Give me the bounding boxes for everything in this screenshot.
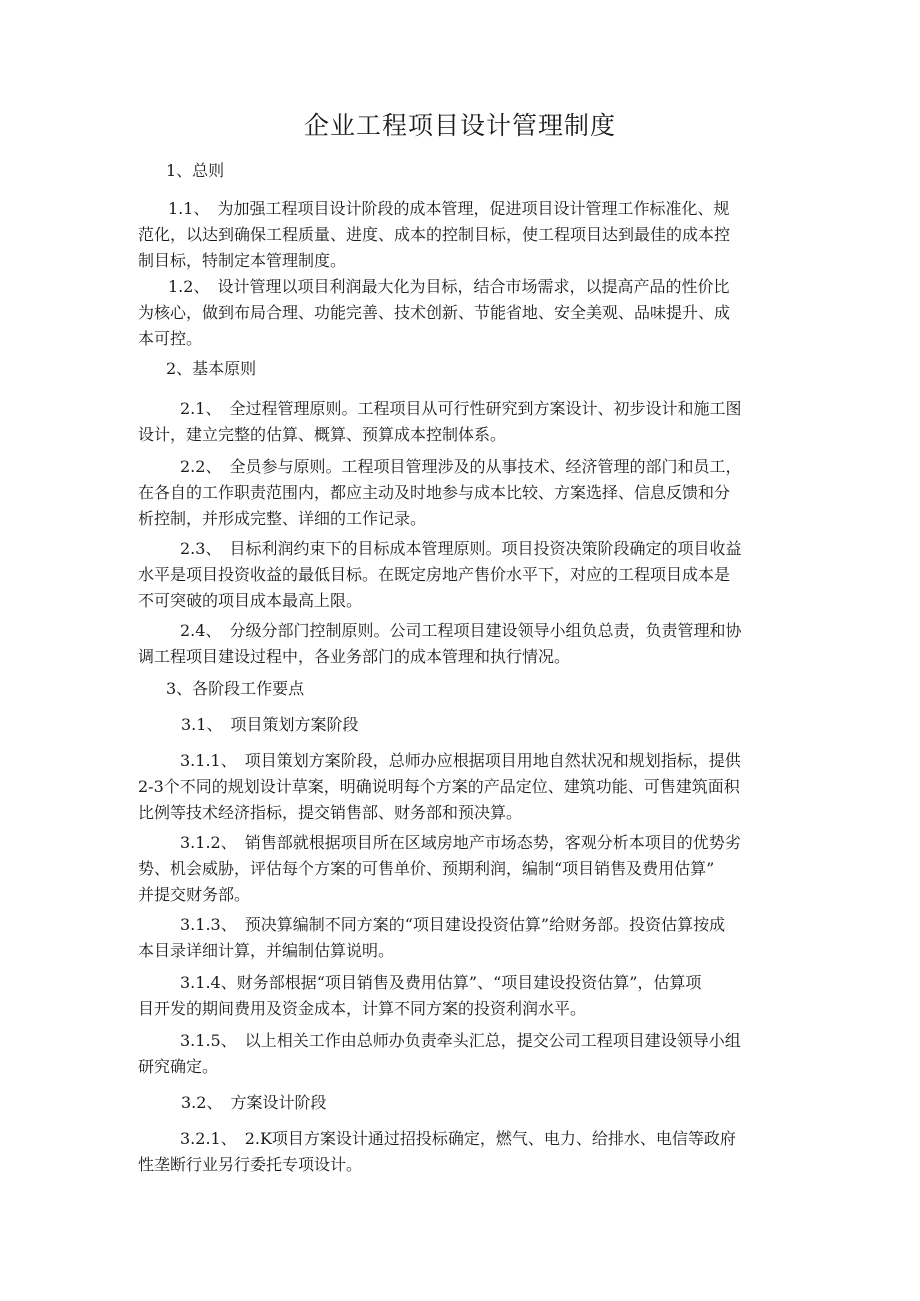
- paragraph-line: 并提交财务部。: [138, 885, 251, 904]
- paragraph-3-1-3: [138, 912, 778, 964]
- paragraph-line: 本可控。: [138, 329, 203, 348]
- paragraph-line: 3.1.5、 以上相关工作由总师办负责牵头汇总，提交公司工程项目建设领导小组: [180, 1031, 741, 1050]
- paragraph-line: 性垄断行业另行委托专项设计。: [138, 1155, 363, 1174]
- paragraph-line: 本目录详细计算，并编制估算说明。: [138, 941, 395, 960]
- paragraph-line: 范化，以达到确保工程质量、进度、成本的控制目标，使工程项目达到最佳的成本控: [138, 225, 731, 244]
- paragraph-line: 设计，建立完整的估算、概算、预算成本控制体系。: [138, 425, 507, 444]
- paragraph-line: 2.1、 全过程管理原则。工程项目从可行性研究到方案设计、初步设计和施工图: [180, 399, 742, 418]
- paragraph-2-2: [138, 454, 778, 532]
- paragraph-line: 3.2.1、 2.K项目方案设计通过招投标确定，燃气、电力、给排水、电信等政府: [180, 1129, 736, 1148]
- paragraph-line: 3.1.3、 预决算编制不同方案的“项目建设投资估算”给财务部。投资估算按成: [180, 915, 726, 934]
- paragraph-line: 调工程项目建设过程中，各业务部门的成本管理和执行情况。: [138, 647, 571, 666]
- paragraph-line: 在各自的工作职责范围内，都应主动及时地参与成本比较、方案选择、信息反馈和分: [138, 483, 731, 502]
- paragraph-line: 目开发的期间费用及资金成本，计算不同方案的投资利润水平。: [138, 999, 587, 1018]
- paragraph-1-1: [138, 196, 778, 274]
- paragraph-line: 3.1.2、 销售部就根据项目所在区域房地产市场态势，客观分析本项目的优势劣: [180, 833, 741, 852]
- paragraph-line: 水平是项目投资收益的最低目标。在既定房地产售价水平下，对应的工程项目成本是: [138, 565, 731, 584]
- paragraph-line: 研究确定。: [138, 1057, 219, 1076]
- paragraph-2-4: [138, 618, 778, 670]
- section-heading-3: 3、各阶段工作要点: [166, 679, 305, 698]
- document-title: 企业工程项目设计管理制度: [303, 111, 616, 140]
- paragraph-line: 2.2、 全员参与原则。工程项目管理涉及的从事技术、经济管理的部门和员工，: [180, 457, 742, 476]
- paragraph-line: 制目标，特制定本管理制度。: [138, 251, 347, 270]
- subsection-heading-3-1: 3.1、 项目策划方案阶段: [181, 715, 359, 734]
- paragraph-line: 3.1.1、 项目策划方案阶段，总师办应根据项目用地自然状况和规划指标，提供: [180, 751, 741, 770]
- paragraph-line: 为核心，做到布局合理、功能完善、技术创新、节能省地、安全美观、品味提升、成: [138, 303, 731, 322]
- paragraph-3-1-1: [138, 748, 778, 826]
- paragraph-line: 3.1.4、财务部根据“项目销售及费用估算”、“项目建设投资估算”，估算项: [180, 973, 702, 992]
- paragraph-2-1: [138, 396, 778, 448]
- paragraph-line: 不可突破的项目成本最高上限。: [138, 591, 363, 610]
- paragraph-1-2: [138, 274, 778, 352]
- paragraph-line: 1.1、 为加强工程项目设计阶段的成本管理，促进项目设计管理工作标准化、规: [168, 199, 730, 218]
- paragraph-line: 析控制，并形成完整、详细的工作记录。: [138, 509, 427, 528]
- paragraph-3-1-4: [138, 970, 778, 1022]
- section-heading-1: 1、总则: [166, 161, 225, 180]
- paragraph-3-2-1: [138, 1126, 778, 1178]
- paragraph-line: 1.2、 设计管理以项目利润最大化为目标，结合市场需求，以提高产品的性价比: [168, 277, 730, 296]
- paragraph-2-3: [138, 536, 778, 614]
- paragraph-line: 2-3个不同的规划设计草案，明确说明每个方案的产品定位、建筑功能、可售建筑面积: [138, 777, 740, 796]
- section-heading-2: 2、基本原则: [166, 359, 257, 378]
- paragraph-line: 势、机会威胁，评估每个方案的可售单价、预期利润，编制“项目销售及费用估算”: [138, 859, 715, 878]
- paragraph-3-1-2: [138, 830, 778, 908]
- paragraph-line: 2.4、 分级分部门控制原则。公司工程项目建设领导小组负总责，负责管理和协: [180, 621, 742, 640]
- subsection-heading-3-2: 3.2、 方案设计阶段: [181, 1093, 327, 1112]
- paragraph-3-1-5: [138, 1028, 778, 1080]
- paragraph-line: 比例等技术经济指标，提交销售部、财务部和预决算。: [138, 803, 523, 822]
- paragraph-line: 2.3、 目标利润约束下的目标成本管理原则。项目投资决策阶段确定的项目收益: [180, 539, 742, 558]
